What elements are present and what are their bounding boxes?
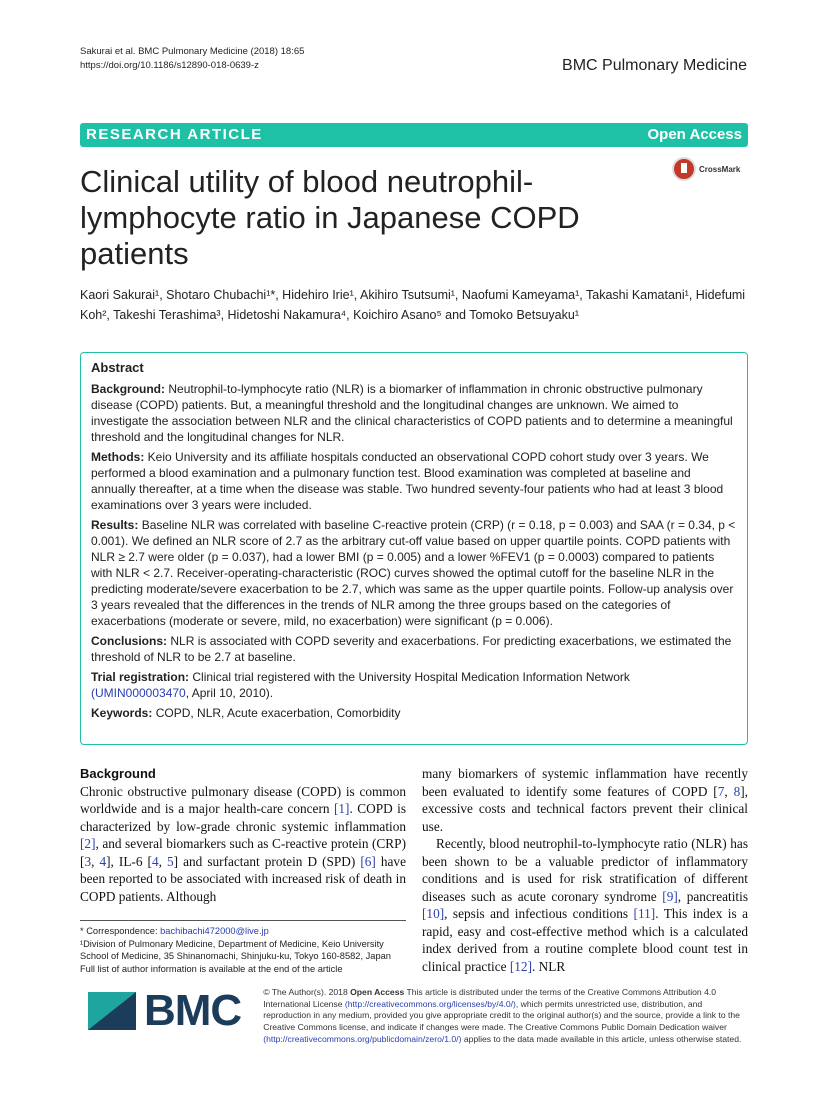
license-text-3: applies to the data made available in this article, unless otherwise stated. <box>461 1033 742 1044</box>
abstract-section-label: Methods: <box>91 450 145 464</box>
body-text: , <box>724 783 734 799</box>
body-text: , <box>158 853 167 869</box>
abstract-heading: Abstract <box>91 360 144 375</box>
body-text: , sepsis and infectious conditions <box>444 906 634 921</box>
page-footer <box>80 987 748 1056</box>
citation-link[interactable]: 3 <box>84 853 92 869</box>
abstract-section <box>91 517 737 629</box>
trial-registration-link[interactable]: (UMIN000003470 <box>91 686 186 700</box>
abstract-section-text: Clinical trial registered with the University Hospital Medication Information Network <box>192 670 630 684</box>
bmc-logo-text: BMC <box>144 986 242 1035</box>
body-text: have been reported to be associated with increased risk of death in COPD patients. Although <box>80 853 406 904</box>
email-link[interactable]: bachibachi472000@live.jp <box>160 926 269 936</box>
body-paragraph <box>422 835 748 975</box>
author-info-note: Full list of author information is available at the end of the article <box>80 963 343 974</box>
citation-link[interactable]: 5 <box>166 853 174 869</box>
citation-link[interactable]: [12] <box>509 958 533 974</box>
citation-link[interactable]: 8 <box>733 783 741 799</box>
abstract-section-text: Baseline NLR was correlated with baseline C-reactive protein (CRP) (r = 0.18, p = 0.003) and SAA (r = 0.34, p < 0.001). We defined an NLR score of 2.7 as the arbitrary cut-off value based on upper quartile points. COPD patients with NLR ≥ 2.7 were older (p = 0.037), had a lower BMI (p = 0.005) and a lower %FEV1 (p = 0.0003) compared to patients with NLR < 2.7. Receiver-operating-characteristic (ROC) curves showed the optimal cutoff for the baseline NLR in the predicting moderate/severe exacerbation to be 2.7, which was same as the upper quartile points. Follow-up analysis over 3 years revealed that the differences in the trends of NLR among the three groups based on the categories of exacerbations (moderate or severe, mild, no exacerbation) were significant (p = 0.006). <box>91 518 736 628</box>
abstract-section-text: , April 10, 2010). <box>185 686 274 700</box>
open-access-label: Open Access <box>647 126 742 143</box>
correspondence-label: * Correspondence: <box>80 926 161 936</box>
citation-link[interactable]: [11] <box>633 906 656 921</box>
body-text: many biomarkers of systemic inflammation have recently been evaluated to identify some features of COPD [ <box>422 766 748 799</box>
body-columns <box>80 765 748 975</box>
article-type-banner <box>80 123 748 147</box>
citation: Sakurai et al. BMC Pulmonary Medicine (2018) 18:65 <box>80 46 305 57</box>
body-text: , <box>91 853 100 869</box>
citation-link[interactable]: [2] <box>80 836 96 851</box>
license-link[interactable]: (http://creativecommons.org/licenses/by/4.0/) <box>344 998 516 1009</box>
citation-link[interactable]: [6] <box>360 853 376 869</box>
abstract-section <box>91 633 737 665</box>
license-text <box>263 987 748 1046</box>
body-text: Chronic obstructive pulmonary disease (COPD) is common worldwide and is a major health-care concern <box>80 783 406 816</box>
abstract-section-label: Results: <box>91 518 139 532</box>
affiliation: ¹Division of Pulmonary Medicine, Department of Medicine, Keio University School of Medicine, 35 Shinanomachi, Shinjuku-ku, Tokyo 160-8582, Japan <box>80 938 391 961</box>
crossmark-label: CrossMark <box>699 164 741 174</box>
license-text-2: , which permits unrestricted use, distribution, and reproduction in any medium, provided you give appropriate credit to the original author(s) and the source, provide a link to the Creative Commons license, and indicate if changes were made. The Creative Commons Public Domain Dedication waiver <box>263 998 740 1033</box>
abstract-section <box>91 669 737 701</box>
abstract-section-text: COPD, NLR, Acute exacerbation, Comorbidity <box>155 706 401 720</box>
abstract-section <box>91 381 737 445</box>
abstract-section-text: Neutrophil-to-lymphocyte ratio (NLR) is a biomarker of inflammation in chronic obstructive pulmonary disease (COPD) patients. But, a meaningful threshold and the longitudinal changes are unknown. We aimed to investigate the association between NLR and the clinical characteristics of COPD patients and to determine a meaningful threshold and the longitudinal changes for NLR. <box>91 382 733 444</box>
abstract-section <box>91 449 737 513</box>
body-text: , and several biomarkers such as C-reactive protein (CRP) [ <box>80 836 406 869</box>
body-text: . This index is a rapid, easy and cost-effective method which is a calculated index derived from a routine complete blood count test in clinical practice <box>422 906 748 974</box>
bmc-logo-mark-icon <box>88 992 136 1030</box>
crossmark-button[interactable] <box>672 157 740 181</box>
body-text: ] and surfactant protein D (SPD) <box>173 853 361 869</box>
citation-link[interactable]: [9] <box>662 888 678 904</box>
citation-link[interactable]: 4 <box>99 853 107 869</box>
abstract-section-text: Keio University and its affiliate hospitals conducted an observational COPD cohort study over 3 years. We performed a blood examination and a pulmonary function test. Blood examination was completed at baseline and annually thereafter, at a time when the disease was stable. Two hundred seventy-four patients who had at least 3 blood examinations over 3 years were included. <box>91 450 724 512</box>
body-text: Recently, blood neutrophil-to-lymphocyte ratio (NLR) has been shown to be a valuable predictor of inflammatory conditions and is used for risk stratification of different diseases such as acute coronary syndrome <box>422 836 748 904</box>
abstract-section-text: NLR is associated with COPD severity and exacerbations. For predicting exacerbations, we estimated the threshold of NLR to be 2.7 at baseline. <box>91 634 732 664</box>
body-text: ], excessive costs and technical factors prevent their clinical use. <box>422 783 748 834</box>
running-header <box>80 45 304 73</box>
doi-link[interactable]: https://doi.org/10.1186/s12890-018-0639-z <box>80 60 259 71</box>
citation-link[interactable]: [10] <box>422 906 445 921</box>
article-title: Clinical utility of blood neutrophil-lymphocyte ratio in Japanese COPD patients <box>80 164 580 271</box>
body-paragraph <box>80 783 406 906</box>
article-type: RESEARCH ARTICLE <box>86 126 263 143</box>
crossmark-icon <box>672 157 696 181</box>
bmc-logo <box>88 987 241 1035</box>
body-column-right <box>422 765 748 975</box>
body-text: , pancreatitis <box>677 888 748 904</box>
body-paragraph <box>422 765 748 835</box>
journal-name: BMC Pulmonary Medicine <box>562 57 747 74</box>
waiver-link[interactable]: (http://creativecommons.org/publicdomain/zero/1.0/) <box>263 1033 462 1044</box>
license-text-1: This article is distributed under the terms of the Creative Commons Attribution 4.0 International License <box>263 987 717 1009</box>
body-text: ], IL-6 [ <box>106 853 152 869</box>
open-access-bold: Open Access <box>350 987 405 997</box>
citation-link[interactable]: 4 <box>151 853 159 869</box>
body-text: . NLR <box>532 958 566 974</box>
citation-link[interactable]: [1] <box>333 801 350 816</box>
abstract-section-label: Trial registration: <box>91 670 190 684</box>
section-heading: Background <box>80 766 156 781</box>
abstract-box <box>80 352 748 745</box>
copyright: © The Author(s). 2018 <box>263 987 351 997</box>
abstract-section-label: Keywords: <box>91 706 153 720</box>
footnote <box>80 920 406 975</box>
abstract-section <box>91 705 737 721</box>
main-flow <box>80 352 748 1056</box>
citation-link[interactable]: 7 <box>717 783 725 799</box>
author-list: Kaori Sakurai¹, Shotaro Chubachi¹*, Hidehiro Irie¹, Akihiro Tsutsumi¹, Naofumi Kameyama¹, Takashi Kamatani¹, Hidefumi Koh², Takeshi Terashima³, Hidetoshi Nakamura⁴, Koichiro Asano⁵ and Tomoko Betsuyaku¹ <box>80 288 746 322</box>
body-column-left <box>80 765 406 975</box>
body-text: . COPD is characterized by low-grade chronic systemic inflammation <box>80 801 406 834</box>
abstract-section-label: Background: <box>91 382 166 396</box>
abstract-section-label: Conclusions: <box>91 634 168 648</box>
